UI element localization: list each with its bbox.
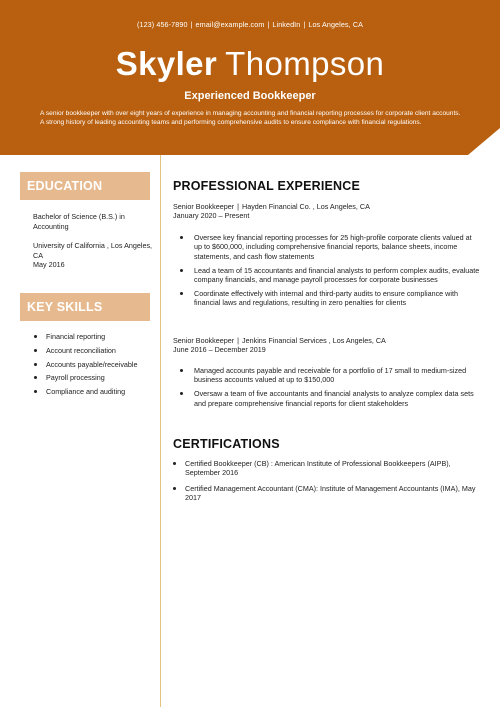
contact-line (0, 20, 500, 29)
bullet-item: Oversaw a team of five accountants and financial analysts to analyze complex data sets and prepare comprehensive financial reports for client stakeholders (180, 389, 480, 408)
certifications-heading: CERTIFICATIONS (173, 437, 280, 451)
job-role: Senior Bookkeeper (173, 336, 235, 345)
summary-text: A senior bookkeeper with over eight years of experience in managing accounting and financial reporting processes for corporate client accounts. A strong history of leading accounting teams and performing comprehensive audits to ensure compliance with financial regulations. (40, 110, 461, 126)
column-divider (160, 155, 161, 707)
job-company: Hayden Financial Co. , Los Angeles, CA (242, 202, 370, 211)
school: University of California , Los Angeles, CA (33, 241, 153, 260)
experience-heading: PROFESSIONAL EXPERIENCE (173, 179, 361, 193)
job-2-header: Senior Bookkeeper | Jenkins Financial Services , Los Angeles, CA (173, 336, 386, 345)
skill-item: Payroll processing (33, 373, 158, 382)
bullet-item: Managed accounts payable and receivable for a portfolio of 17 small to medium-sized business accounts valued at up to $150,000 (180, 366, 480, 385)
certification-item: Certified Management Accountant (CMA): Institute of Management Accountants (IMA), May 2017 (173, 484, 483, 503)
certification-item: Certified Bookkeeper (CB) : American Institute of Professional Bookkeepers (AIPB), September 2016 (173, 459, 483, 478)
certifications-list (173, 459, 483, 509)
bullet-item: Oversee key financial reporting processes for 25 high-profile corporate clients valued at up to $600,000, including comprehensive financial reports, balance sheets, income statements, and cash flow statements (180, 233, 480, 261)
phone: (123) 456-7890 (136, 20, 188, 29)
bullet-item: Coordinate effectively with internal and third-party audits to ensure compliance with financial laws and regulations, resulting in zero penalties for clients (180, 289, 480, 308)
candidate-name (0, 44, 500, 84)
skill-item: Account reconciliation (33, 346, 158, 355)
key-skills-heading: KEY SKILLS (20, 293, 150, 321)
job-role: Senior Bookkeeper (173, 202, 235, 211)
job-title: Experienced Bookkeeper (184, 90, 316, 102)
skill-item: Compliance and auditing (33, 387, 158, 396)
job-1-header: Senior Bookkeeper | Hayden Financial Co. , Los Angeles, CA (173, 202, 370, 211)
separator: | (303, 20, 306, 29)
location: Los Angeles, CA (308, 20, 363, 29)
degree: Bachelor of Science (B.S.) in Accounting (33, 212, 125, 231)
job-company: Jenkins Financial Services , Los Angeles, CA (242, 336, 386, 345)
skills-list (33, 332, 158, 401)
last-name: Thompson (225, 45, 385, 82)
email-link[interactable]: email@example.com (195, 20, 265, 29)
education-section (33, 212, 153, 270)
linkedin-link[interactable]: LinkedIn (272, 20, 301, 29)
education-heading: EDUCATION (20, 172, 150, 200)
job-1-dates: January 2020 – Present (173, 211, 250, 220)
bullet-item: Lead a team of 15 accountants and financial analysts to perform complex audits, evaluate company financials, and manage payroll processes for corporate businesses (180, 266, 480, 285)
job-2-bullets (180, 366, 480, 413)
job-2-dates: June 2016 – December 2019 (173, 345, 266, 354)
first-name: Skyler (115, 45, 218, 82)
job-1-bullets (180, 233, 480, 312)
skill-item: Accounts payable/receivable (33, 360, 158, 369)
skill-item: Financial reporting (33, 332, 158, 341)
graduation-date: May 2016 (33, 260, 65, 270)
separator: | (190, 20, 193, 29)
separator: | (267, 20, 270, 29)
